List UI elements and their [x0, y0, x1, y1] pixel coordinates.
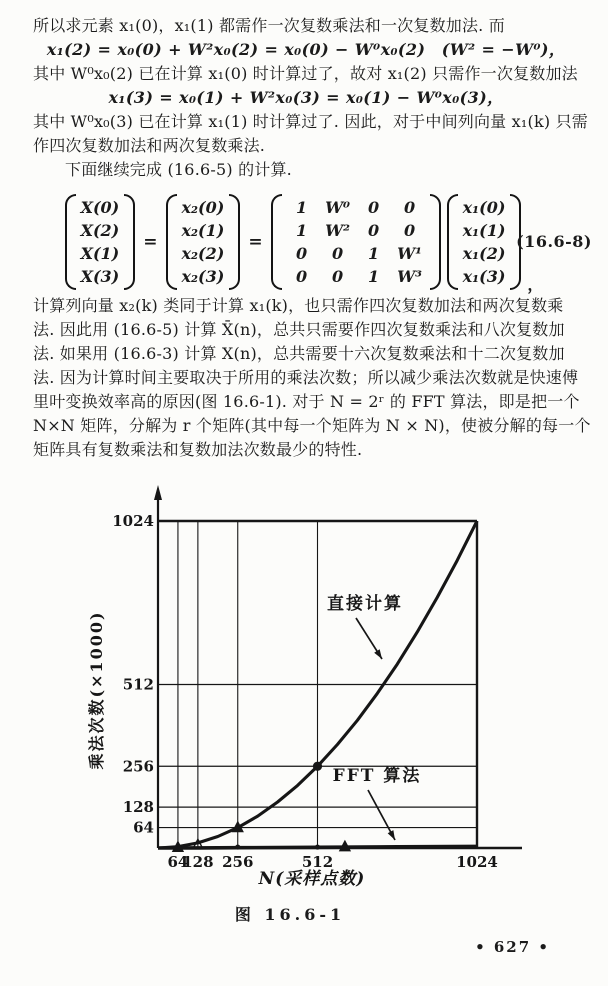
matrix-cell: 1	[368, 267, 380, 286]
matrix-cell: 0	[332, 267, 344, 286]
matrix-cell: 0	[296, 267, 308, 286]
data-point-dot	[315, 844, 320, 849]
vector-cell: x₂(3)	[181, 267, 225, 286]
text-line: 所以求元素 x₁(0)，x₁(1) 都需作一次复数乘法和一次复数加法. 而	[33, 16, 505, 35]
vector-cell: x₂(0)	[181, 198, 225, 217]
matrix-cell: 0	[368, 198, 380, 217]
x-tick-label: 128	[182, 853, 214, 871]
right-paren	[430, 194, 441, 290]
vector-cell: X(0)	[80, 198, 120, 217]
text-line: 其中 W⁰x₀(3) 已在计算 x₁(1) 时计算过了. 因此，对于中间列向量 x₁(k) 只需	[33, 112, 588, 131]
equation-number: (16.6-8)	[516, 232, 592, 251]
left-paren	[166, 194, 177, 290]
right-paren	[229, 194, 240, 290]
vector-cell: x₂(2)	[181, 244, 225, 263]
paragraph-2	[33, 294, 591, 462]
y-axis-arrow-icon	[154, 485, 162, 500]
matrix-cell: 0	[368, 221, 380, 240]
y-tick-label: 128	[122, 798, 154, 817]
text-line: 作四次复数加法和两次复数乘法.	[33, 136, 266, 155]
text-line: 其中 W⁰x₀(2) 已在计算 x₁(0) 时计算过了，故对 x₁(2) 只需作一次复数加法	[33, 64, 578, 83]
annotation-arrowhead-icon	[374, 649, 382, 659]
text-line: 下面继续完成 (16.6-5) 的计算.	[65, 160, 292, 179]
vector-cell: x₁(2)	[462, 244, 506, 263]
matrix-cell: 1	[296, 198, 308, 217]
matrix-cell: 0	[404, 198, 416, 217]
equals-sign: =	[143, 232, 158, 252]
direct-computation-label: 直接计算	[327, 594, 403, 614]
text-line: 矩阵具有复数乘法和复数加法次数最少的特性.	[33, 440, 363, 459]
right-paren	[124, 194, 135, 290]
y-tick-label: 256	[122, 757, 154, 776]
x-axis-label: N(采样点数)	[258, 869, 366, 889]
x-tick-label: 1024	[456, 853, 498, 871]
paragraph-1	[33, 14, 588, 182]
y-tick-label: 1024	[112, 512, 154, 530]
matrix-cell: W³	[397, 267, 423, 286]
text-line: 法. 因为计算时间主要取决于所用的乘法次数；所以减少乘法次数就是快速傅	[33, 368, 579, 387]
annotation-arrowhead-icon	[388, 830, 395, 840]
y-axis-label: 乘法次数(×1000)	[87, 610, 106, 770]
y-tick-label: 512	[122, 675, 154, 694]
left-paren	[65, 194, 76, 290]
vector-cell: x₁(1)	[462, 221, 506, 240]
vector-cell: X(2)	[80, 221, 120, 240]
vector-lhs	[65, 194, 136, 290]
fft-algorithm-label: FFT 算法	[332, 766, 422, 786]
equals-sign: =	[248, 232, 263, 252]
vector-rhs	[447, 194, 522, 290]
data-point-dot	[235, 844, 240, 849]
matrix-cell: W¹	[397, 244, 423, 263]
figure-chart	[60, 478, 540, 898]
matrix-equation	[0, 192, 608, 292]
matrix-cell: W⁰	[325, 198, 351, 217]
equation-comma: ，	[527, 275, 544, 294]
x-tick-label: 64	[167, 853, 189, 871]
text-line: N×N 矩阵，分解为 r 个矩阵(其中每一个矩阵为 N × N)，使被分解的每一个	[33, 416, 591, 435]
left-paren	[447, 194, 458, 290]
text-line: 计算列向量 x₂(k) 类同于计算 x₁(k)，也只需作四次复数加法和两次复数乘	[33, 296, 564, 315]
matrix-cell: 0	[404, 221, 416, 240]
x-tick-label: 512	[301, 853, 334, 871]
text-line: 法. 如果用 (16.6-3) 计算 X(n)，总共需要十六次复数乘法和十二次复数加	[33, 344, 565, 363]
page-number: • 627 •	[475, 938, 550, 956]
figure-caption: 图 16.6-1	[234, 905, 346, 924]
x-tick-label: 256	[222, 853, 254, 871]
vector-cell: x₂(1)	[181, 221, 225, 240]
matrix-cell: W²	[325, 221, 351, 240]
text-line: 法. 因此用 (16.6-5) 计算 X̄(n)，总共只需要作四次复数乘法和八次复数加	[33, 320, 565, 339]
left-paren	[271, 194, 282, 290]
matrix-cell: 1	[368, 244, 380, 263]
vector-cell: X(1)	[80, 244, 120, 263]
vector-cell: x₁(0)	[462, 198, 506, 217]
transform-matrix	[271, 194, 441, 290]
matrix-cell: 0	[296, 244, 308, 263]
equation-x1-2: x₁(2) = x₀(0) + W²x₀(2) = x₀(0) − W⁰x₀(2) (W² = −W⁰)，	[46, 40, 566, 59]
vector-mid	[166, 194, 241, 290]
matrix-cell: 1	[296, 221, 308, 240]
matrix-cell: 0	[332, 244, 344, 263]
text-line: 里叶变换效率高的原因(图 16.6-1). 对于 N = 2ʳ 的 FFT 算法，即是把一个	[33, 392, 580, 411]
y-tick-label: 64	[133, 818, 154, 837]
vector-cell: X(3)	[80, 267, 120, 286]
data-point-circle	[313, 762, 322, 771]
equation-x1-3: x₁(3) = x₀(1) + W²x₀(3) = x₀(1) − W⁰x₀(3)，	[108, 88, 504, 107]
vector-cell: x₁(3)	[462, 267, 506, 286]
